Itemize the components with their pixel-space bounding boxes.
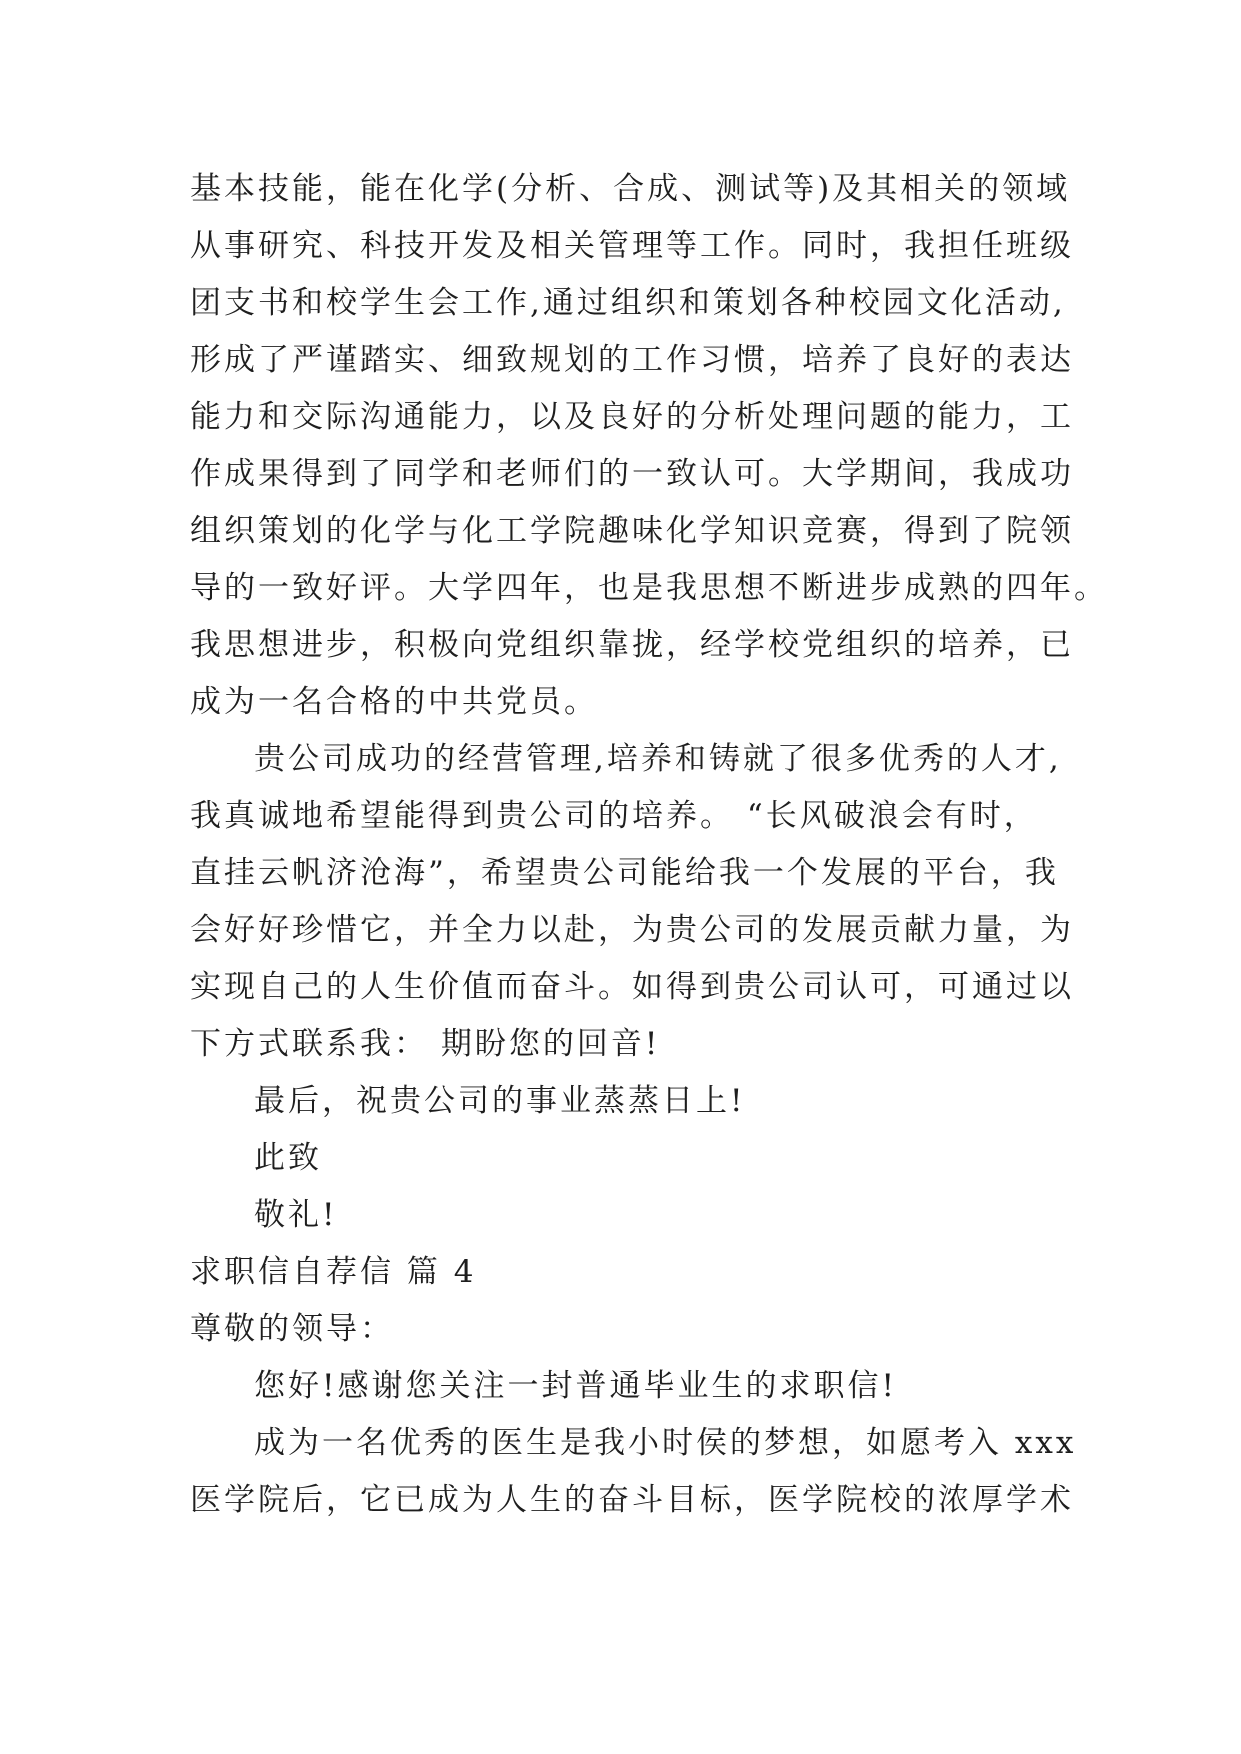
text-line: 我思想进步，积极向党组织靠拢，经学校党组织的培养，已 — [190, 627, 1074, 663]
text-line: 作成果得到了同学和老师们的一致认可。大学期间，我成功 — [190, 456, 1074, 492]
text-line: 直挂云帆济沧海”，希望贵公司能给我一个发展的平台，我 — [190, 855, 1059, 891]
paragraph-first-line: 成为一名优秀的医生是我小时侯的梦想，如愿考入 xxx — [254, 1425, 1077, 1461]
text-line: 我真诚地希望能得到贵公司的培养。 “长风破浪会有时， — [190, 798, 1038, 834]
text-line: 成为一名合格的中共党员。 — [190, 684, 598, 720]
text-line: 会好好珍惜它，并全力以赴，为贵公司的发展贡献力量，为 — [190, 912, 1074, 948]
paragraph-first-line: 贵公司成功的经营管理,培养和铸就了很多优秀的人才, — [254, 741, 1062, 777]
paragraph-first-line: 您好!感谢您关注一封普通毕业生的求职信! — [254, 1368, 897, 1404]
text-line: 能力和交际沟通能力，以及良好的分析处理问题的能力，工 — [190, 399, 1074, 435]
letter-greeting: 尊敬的领导： — [190, 1311, 394, 1347]
section-heading: 求职信自荐信 篇 4 — [190, 1254, 477, 1290]
text-line: 从事研究、科技开发及相关管理等工作。同时，我担任班级 — [190, 228, 1074, 264]
closing-wish: 最后，祝贵公司的事业蒸蒸日上! — [254, 1083, 746, 1119]
text-line: 组织策划的化学与化工学院趣味化学知识竞赛，得到了院领 — [190, 513, 1074, 549]
closing-regards: 敬礼! — [254, 1197, 338, 1233]
text-line: 下方式联系我： 期盼您的回音! — [190, 1026, 661, 1062]
text-line: 医学院后，它已成为人生的奋斗目标，医学院校的浓厚学术 — [190, 1482, 1074, 1518]
text-line: 实现自己的人生价值而奋斗。如得到贵公司认可，可通过以 — [190, 969, 1074, 1005]
text-line: 形成了严谨踏实、细致规划的工作习惯，培养了良好的表达 — [190, 342, 1074, 378]
text-line: 基本技能，能在化学(分析、合成、测试等)及其相关的领域 — [190, 171, 1071, 207]
text-line: 导的一致好评。大学四年，也是我思想不断进步成熟的四年。 — [190, 570, 1108, 606]
closing-salutation: 此致 — [254, 1140, 322, 1176]
text-line: 团支书和校学生会工作,通过组织和策划各种校园文化活动, — [190, 285, 1066, 321]
